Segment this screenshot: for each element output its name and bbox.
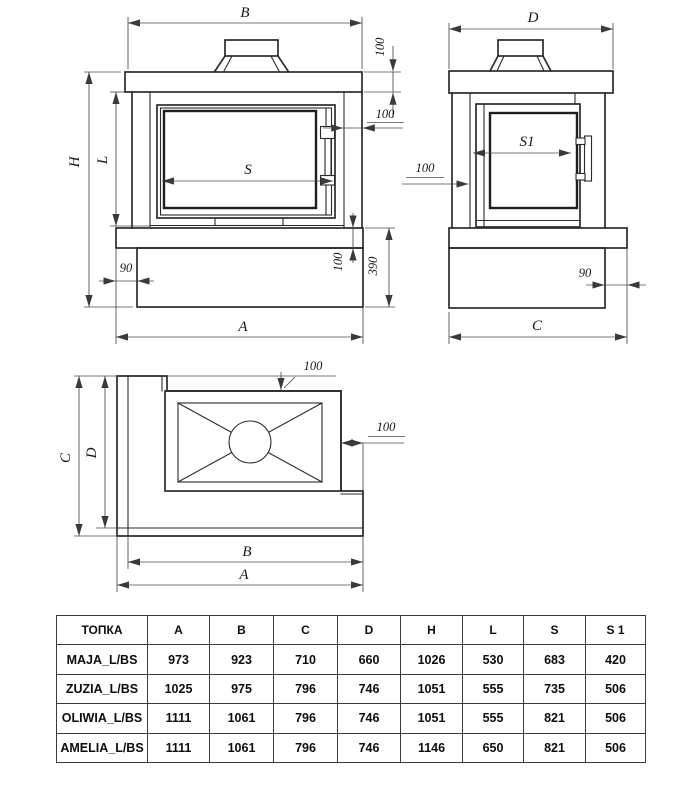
spec-row-oliwia <box>57 704 646 733</box>
front-dim-a: A <box>238 319 248 335</box>
value-l: 555 <box>463 704 524 733</box>
value-s1: 506 <box>586 733 646 762</box>
side-top-shelf <box>449 71 613 93</box>
front-air-inlet <box>215 218 283 226</box>
value-s: 735 <box>524 674 586 703</box>
value-c: 796 <box>274 733 338 762</box>
value-h: 1026 <box>401 645 463 674</box>
col-header-a: A <box>148 616 210 645</box>
front-base <box>137 248 363 307</box>
value-a: 973 <box>148 645 210 674</box>
spec-row-amelia <box>57 733 646 762</box>
top-dim-c: C <box>58 452 74 464</box>
value-d: 746 <box>338 704 401 733</box>
front-bench-slab <box>116 228 363 248</box>
front-dim-l: L <box>95 155 111 165</box>
side-dim-wall-100: 100 <box>415 161 435 175</box>
col-header-h: H <box>401 616 463 645</box>
value-b: 1061 <box>210 704 274 733</box>
spec-header-row <box>57 616 646 645</box>
value-s1: 506 <box>586 704 646 733</box>
value-a: 1025 <box>148 674 210 703</box>
front-dim-shelf-100: 100 <box>373 37 387 57</box>
col-header-s: S <box>524 616 586 645</box>
col-header-b: B <box>210 616 274 645</box>
value-h: 1051 <box>401 674 463 703</box>
value-c: 796 <box>274 704 338 733</box>
front-door-hinge-bottom <box>321 176 335 186</box>
col-header-l: L <box>463 616 524 645</box>
model-name: OLIWIA_L/BS <box>57 704 148 733</box>
side-dim-d: D <box>527 10 539 26</box>
model-name: AMELIA_L/BS <box>57 733 148 762</box>
model-name: MAJA_L/BS <box>57 645 148 674</box>
front-view <box>67 5 404 344</box>
value-s: 683 <box>524 645 586 674</box>
value-d: 746 <box>338 733 401 762</box>
value-d: 746 <box>338 674 401 703</box>
value-b: 1061 <box>210 733 274 762</box>
top-dim-b: B <box>242 544 252 560</box>
spec-row-maja <box>57 645 646 674</box>
front-flue-collar <box>225 40 278 56</box>
value-s1: 420 <box>586 645 646 674</box>
top-dim-d: D <box>84 447 100 459</box>
front-dim-90: 90 <box>119 261 133 275</box>
spec-table <box>56 615 646 763</box>
value-d: 660 <box>338 645 401 674</box>
col-header-c: C <box>274 616 338 645</box>
front-top-shelf <box>125 72 362 92</box>
col-header-d: D <box>338 616 401 645</box>
value-l: 530 <box>463 645 524 674</box>
value-b: 975 <box>210 674 274 703</box>
top-dim-gap-100: 100 <box>303 359 323 373</box>
top-dim-side-100: 100 <box>376 420 396 434</box>
value-l: 650 <box>463 733 524 762</box>
col-header-s1: S 1 <box>586 616 646 645</box>
side-flue-funnel <box>490 56 551 71</box>
top-dim-a: A <box>239 567 249 583</box>
value-s: 821 <box>524 704 586 733</box>
side-bench-slab <box>449 228 627 248</box>
value-a: 1111 <box>148 704 210 733</box>
model-name: ZUZIA_L/BS <box>57 674 148 703</box>
spec-row-zuzia <box>57 674 646 703</box>
front-flue-funnel <box>215 56 288 71</box>
value-c: 796 <box>274 674 338 703</box>
side-dim-s1: S1 <box>519 134 535 150</box>
value-h: 1051 <box>401 704 463 733</box>
value-l: 555 <box>463 674 524 703</box>
side-flue-collar <box>498 40 543 56</box>
front-dim-bench-100: 100 <box>331 252 345 272</box>
top-view <box>58 359 405 592</box>
front-dim-390: 390 <box>366 256 380 276</box>
side-view <box>402 10 646 344</box>
value-c: 710 <box>274 645 338 674</box>
front-dim-h: H <box>67 156 83 168</box>
col-header-topka: ТОПКА <box>57 616 148 645</box>
front-dim-b: B <box>240 5 250 21</box>
value-h: 1146 <box>401 733 463 762</box>
side-dim-90: 90 <box>578 266 592 280</box>
top-flue-outlet <box>229 421 271 463</box>
value-s: 821 <box>524 733 586 762</box>
front-dim-wall-100: 100 <box>375 107 395 121</box>
front-dim-s: S <box>244 162 252 178</box>
front-door-glass <box>164 111 316 208</box>
side-dim-c: C <box>531 318 543 334</box>
front-door-handle <box>325 139 331 176</box>
value-s1: 506 <box>586 674 646 703</box>
value-b: 923 <box>210 645 274 674</box>
value-a: 1111 <box>148 733 210 762</box>
